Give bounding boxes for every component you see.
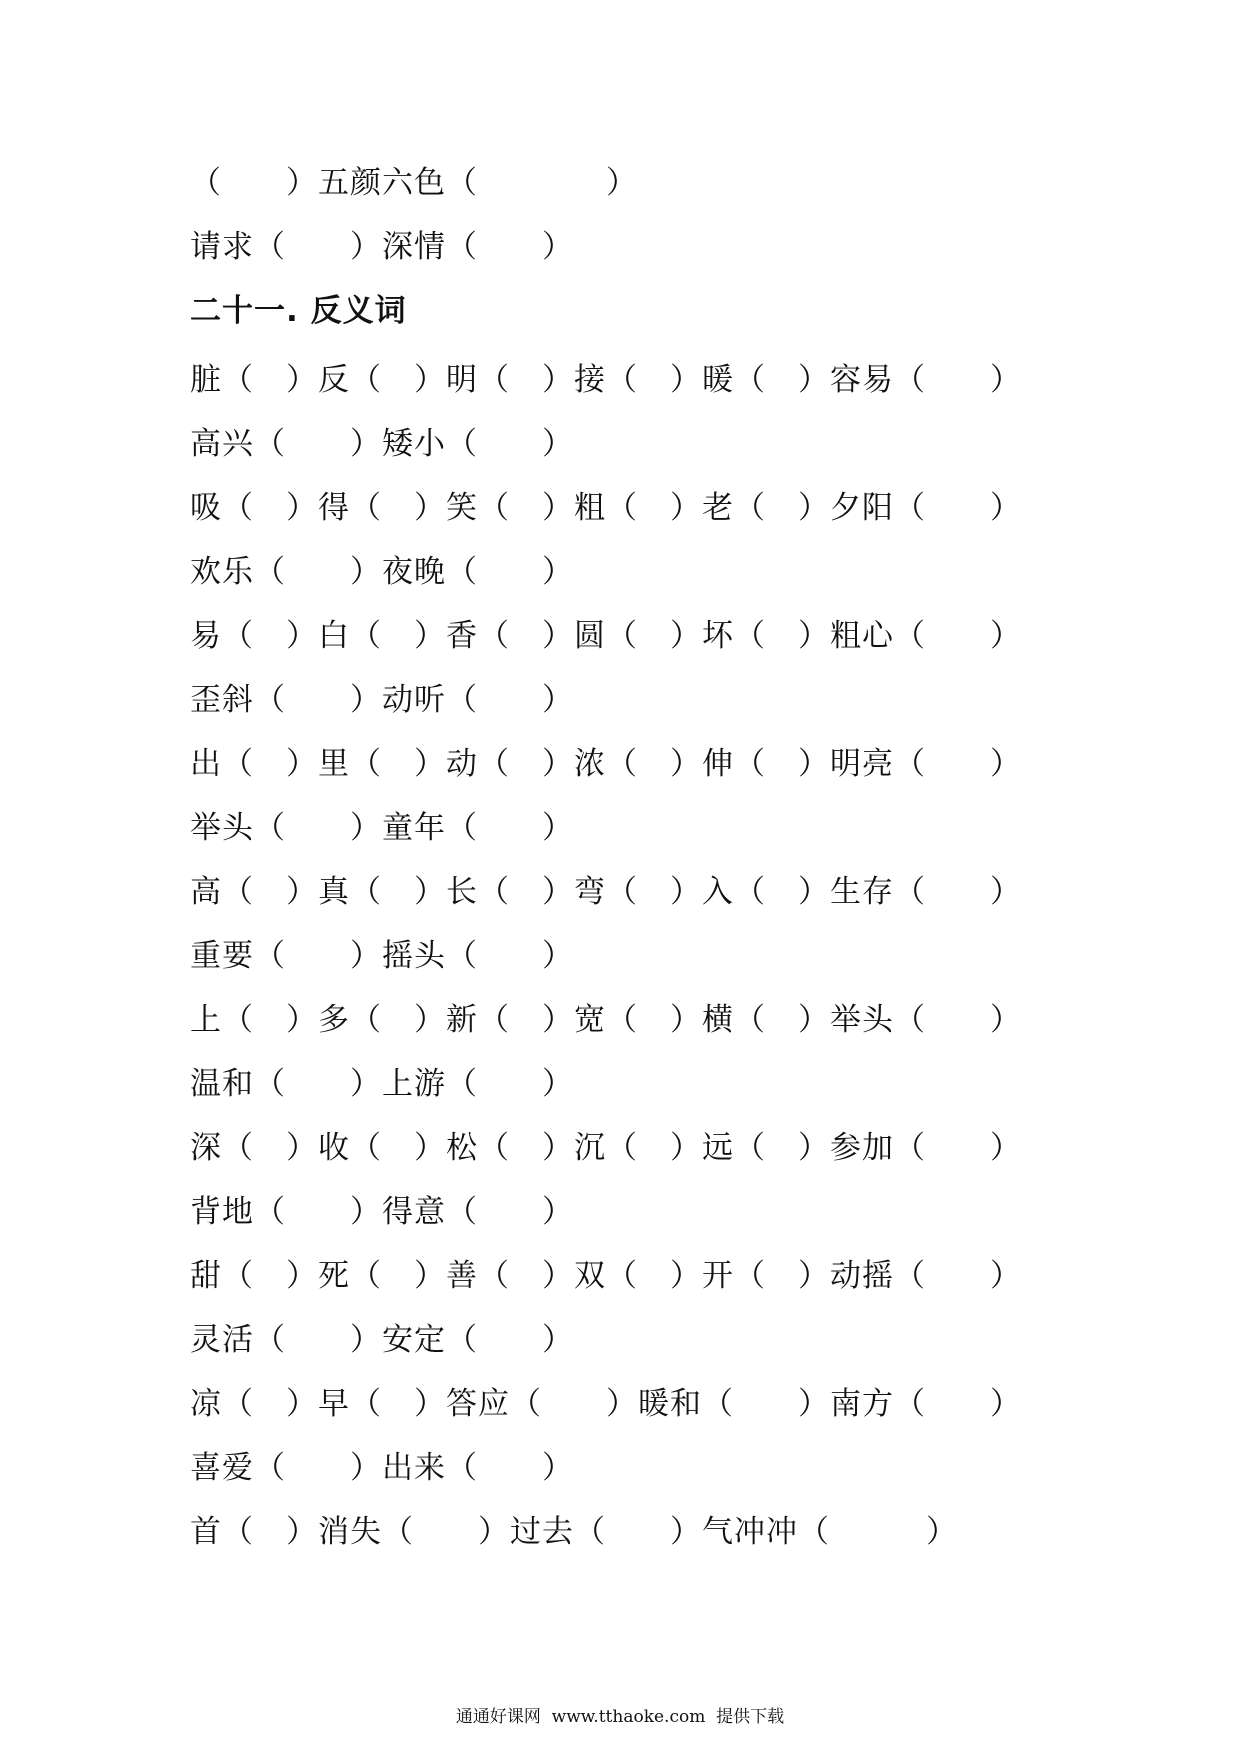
- antonym-line: 喜爱（ ）出来（ ）: [190, 1450, 574, 1486]
- page-footer: 通通好课网 www.tthaoke.com 提供下载: [455, 1707, 785, 1727]
- antonym-line: 深（ ）收（ ）松（ ）沉（ ）远（ ）参加（ ）: [190, 1130, 1022, 1166]
- antonym-line: 欢乐（ ）夜晚（ ）: [190, 554, 574, 590]
- text-line: 请求（ ）深情（ ）: [190, 229, 574, 265]
- antonym-line: 灵活（ ）安定（ ）: [190, 1322, 574, 1358]
- antonym-line: 出（ ）里（ ）动（ ）浓（ ）伸（ ）明亮（ ）: [190, 746, 1022, 782]
- antonym-line: 重要（ ）摇头（ ）: [190, 938, 574, 974]
- antonym-line: 歪斜（ ）动听（ ）: [190, 682, 574, 718]
- antonym-line: 易（ ）白（ ）香（ ）圆（ ）坏（ ）粗心（ ）: [190, 618, 1022, 654]
- antonym-line: 首（ ）消失（ ）过去（ ）气冲冲（ ）: [190, 1514, 958, 1550]
- text-line: （ ）五颜六色（ ）: [190, 165, 638, 201]
- antonym-line: 背地（ ）得意（ ）: [190, 1194, 574, 1230]
- section-title: 二十一. 反义词: [190, 293, 407, 329]
- antonym-line: 举头（ ）童年（ ）: [190, 810, 574, 846]
- antonym-line: 吸（ ）得（ ）笑（ ）粗（ ）老（ ）夕阳（ ）: [190, 490, 1022, 526]
- antonym-line: 高（ ）真（ ）长（ ）弯（ ）入（ ）生存（ ）: [190, 874, 1022, 910]
- antonym-line: 脏（ ）反（ ）明（ ）接（ ）暖（ ）容易（ ）: [190, 362, 1022, 398]
- antonym-line: 上（ ）多（ ）新（ ）宽（ ）横（ ）举头（ ）: [190, 1002, 1022, 1038]
- antonym-line: 温和（ ）上游（ ）: [190, 1066, 574, 1102]
- antonym-line: 凉（ ）早（ ）答应（ ）暖和（ ）南方（ ）: [190, 1386, 1022, 1422]
- antonym-line: 甜（ ）死（ ）善（ ）双（ ）开（ ）动摇（ ）: [190, 1258, 1022, 1294]
- antonym-line: 高兴（ ）矮小（ ）: [190, 426, 574, 462]
